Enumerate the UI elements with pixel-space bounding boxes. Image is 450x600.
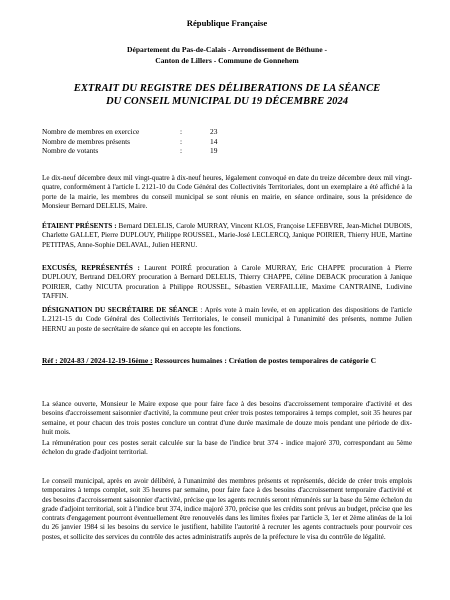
members-sep: : bbox=[180, 146, 183, 156]
members-sep: : bbox=[180, 136, 183, 146]
presents-paragraph bbox=[42, 222, 412, 250]
members-row-votants bbox=[42, 146, 412, 156]
members-label: Nombre de membres présents bbox=[42, 136, 131, 146]
intro-paragraph: Le dix-neuf décembre deux mil vingt-quatre à dix-neuf heures, légalement convoqué en date du treize décembre deux mil vingt-quatre, conformément à l'article L 2121-10 du Code Général des Collectivités Territoriales, dont un exemplaire a été affiché à la porte de la mairie, les membres du conseil municipal se sont réunis en mairie, en séance ordinaire, sous la présidence de Monsieur Bernard DELELIS, Maire. bbox=[42, 174, 412, 210]
excuses-text: Laurent POIRÉ procuration à Carole MURRAY, Eric CHAPPE procuration à Pierre DUPLOUY, Bertrand DELORY procuration à Bernard DELELIS, Thierry CHAPPE, Céline DEBACK procuration à Janique POIRIER, Cathy NICUTA procuration à Philippe ROUSSEL, Sébastien VERFAILLIE, Maxime CANTRAINE, Ludivine TAFFIN. bbox=[42, 264, 412, 300]
excuses-paragraph bbox=[42, 264, 412, 301]
members-summary bbox=[42, 127, 412, 156]
reference-subject: Ressources humaines : Création de postes temporaires de catégorie C bbox=[152, 356, 377, 365]
members-value: 23 bbox=[210, 127, 218, 136]
body-paragraph-1: La séance ouverte, Monsieur le Maire expose que pour faire face à des besoins d'accroissement temporaire d'activité et des besoins d'accroissement saisonnier d'activité, la commune peut créer trois postes temporaires à temps complet, soit 35 heures par semaine, et pour chacun des trois postes conclure un contrat d'une durée maximale de douze mois pendant une période de dix-huit mois. bbox=[42, 400, 412, 436]
members-label: Nombre de votants bbox=[42, 146, 99, 156]
document-title bbox=[42, 82, 412, 108]
secretary-paragraph bbox=[42, 306, 412, 334]
members-sep: : bbox=[180, 127, 183, 136]
secretary-label: DÉSIGNATION DU SECRÉTAIRE DE SÉANCE bbox=[42, 306, 198, 314]
reference-label: Réf : 2024-83 / 2024-12-19-16ème : bbox=[42, 356, 153, 365]
presents-label: ÉTAIENT PRÉSENTS : bbox=[42, 222, 117, 230]
secretary-text: : Après vote à main levée, et en application des dispositions de l'article L.2121-15 du Code Général des Collectivités Territoriales, le conseil municipal à l'unanimité des présents, nomme Julien HERNU au poste de secrétaire de séance qui en accepte les fonctions. bbox=[42, 306, 412, 333]
title-line-1: EXTRAIT DU REGISTRE DES DÉLIBERATIONS DE LA SÉANCE bbox=[73, 83, 381, 94]
members-row-presents bbox=[42, 137, 412, 147]
republic-heading: République Française bbox=[186, 18, 268, 28]
members-label: Nombre de membres en exercice bbox=[42, 127, 140, 136]
presents-text: Bernard DELELIS, Carole MURRAY, Vincent KLOS, Françoise LEFEBVRE, Jean-Michel DUBOIS, Charlette GALLET, Pierre DUPLOUY, Philippe ROUSSEL, Marie-José LECLERCQ, Janique POIRIER, Thierry HUE, Martine PETITPAS, Anne-Sophie DELAVAL, Julien HERNU. bbox=[42, 222, 412, 249]
excuses-label: EXCUSÉS, REPRÉSENTÉS : bbox=[42, 264, 140, 272]
members-value: 14 bbox=[210, 136, 218, 146]
members-row-exercice bbox=[42, 127, 412, 137]
department-line-1: Département du Pas-de-Calais - Arrondissement de Béthune - bbox=[126, 45, 328, 54]
title-line-2: DU CONSEIL MUNICIPAL DU 19 DÉCEMBRE 2024 bbox=[105, 96, 349, 107]
body-paragraph-2: La rémunération pour ces postes serait calculée sur la base de l'indice brut 374 - indice majoré 370, correspondant au 5ème échelon du grade d'adjoint territorial. bbox=[42, 439, 412, 457]
department-heading bbox=[42, 44, 412, 66]
reference-heading bbox=[42, 356, 412, 366]
department-line-2: Canton de Lillers - Commune de Gonnehem bbox=[155, 56, 299, 65]
members-value: 19 bbox=[210, 146, 218, 156]
body-paragraph-3: Le conseil municipal, après en avoir délibéré, à l'unanimité des membres présents et représentés, décide de créer trois emplois temporaires à temps complet, soit 35 heures par semaine, pour faire face à des besoins d'accroissement temporaire d'activité et des besoins d'accroissement saisonnier d'activité, précise que les agents recrutés seront rémunérés sur la base du 5ème échelon du grade d'adjoint territorial, soit à l'indice brut 374, indice majoré 370, précise que les crédits sont prévus au budget, précise que les contrats d'engagement pourront éventuellement être renouvelés dans les limites fixées par l'article 3, 1er et 2ème alinéas de la loi du 26 janvier 1984 si les besoins du service le justifient, habilite l'autorité à recruter les agents contractuels pour pourvoir ces postes, et sollicite des services du contrôle des actes administratifs auprès de la préfecture le visa du contrôle de légalité. bbox=[42, 477, 412, 541]
